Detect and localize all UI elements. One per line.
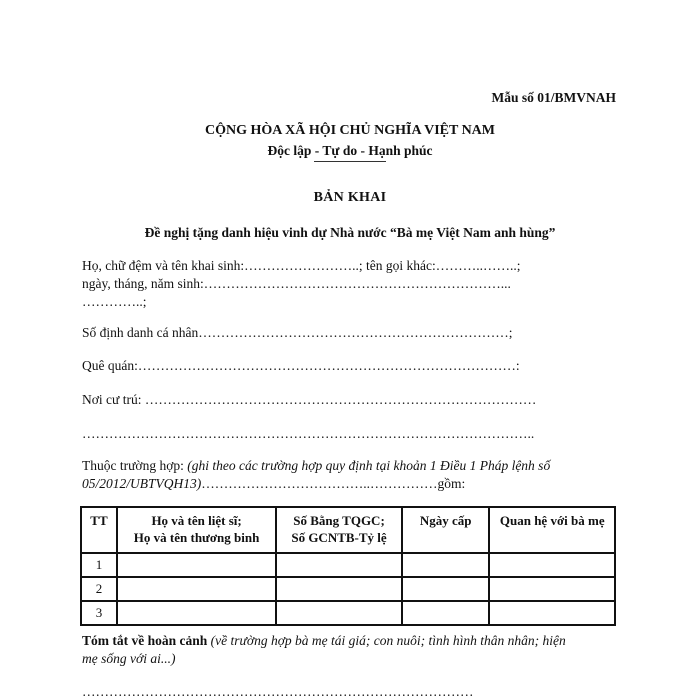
hometown-line: Quê quán:…………………………………………………………………………: (82, 358, 520, 373)
case-law-ref: 05/2012/UBTVQH13) (82, 476, 202, 491)
summary-note: (về trường hợp bà mẹ tái giá; con nuôi; tình hình thân nhân; hiện (207, 633, 566, 648)
case-note: (ghi theo các trường hợp quy định tại khoản 1 Điều 1 Pháp lệnh số (187, 458, 551, 473)
table-row (81, 553, 615, 577)
col-header-name (117, 507, 276, 553)
cell (276, 577, 402, 601)
col-header-name-l2: Họ và tên thương binh (133, 530, 260, 545)
row-number: 3 (81, 601, 117, 625)
col-header-cert-l2: Số GCNTB-Tỷ lệ (291, 530, 387, 545)
cases-table (80, 506, 616, 626)
table-row (81, 577, 615, 601)
table-header-row (81, 507, 615, 553)
table-row (81, 601, 615, 625)
case-line-cont (82, 476, 465, 492)
summary-line (82, 633, 566, 649)
row-number: 2 (81, 577, 117, 601)
cell (402, 601, 490, 625)
summary-label: Tóm tắt về hoàn cảnh (82, 633, 208, 648)
case-suffix: ………………………………..……………gồm: (201, 476, 466, 491)
blank-line: ……………………………………………………………………………………….. (82, 426, 535, 441)
birthdate-line-cont: …………..; (82, 294, 147, 309)
col-header-tt: TT (81, 507, 117, 553)
case-line (82, 458, 550, 474)
name-line: Họ, chữ đệm và tên khai sinh:……………………..; tên gọi khác:………..……..; (82, 258, 521, 273)
birthdate-line: ngày, tháng, năm sinh:…………………………………………………………... (82, 276, 511, 291)
cell (117, 553, 276, 577)
motto: Độc lập - Tự do - Hạnh phúc (267, 143, 433, 158)
cell (402, 577, 490, 601)
row-number: 1 (81, 553, 117, 577)
motto-underline (314, 161, 386, 162)
col-header-relation: Quan hệ với bà mẹ (489, 507, 615, 553)
cell (489, 577, 615, 601)
id-number-line: Số định danh cá nhân……………………………………………………………; (82, 325, 513, 340)
col-header-cert (276, 507, 402, 553)
cell (276, 601, 402, 625)
summary-dots: …………………………………………………………………………… (82, 684, 474, 699)
case-prefix: Thuộc trường hợp: (82, 458, 188, 473)
summary-line-cont: mẹ sống với ai...) (82, 651, 176, 666)
cell (489, 553, 615, 577)
document-title: BẢN KHAI (313, 190, 387, 205)
residence-line: Nơi cư trú: …………………………………………………………………………… (82, 392, 537, 407)
cell (489, 601, 615, 625)
document-subtitle: Đề nghị tặng danh hiệu vinh dự Nhà nước “Bà mẹ Việt Nam anh hùng” (144, 225, 556, 240)
cell (117, 601, 276, 625)
form-code: Mẫu số 01/BMVNAH (491, 90, 616, 105)
republic-heading: CỘNG HÒA XÃ HỘI CHỦ NGHĨA VIỆT NAM (204, 123, 495, 138)
col-header-date: Ngày cấp (402, 507, 490, 553)
col-header-cert-l1: Số Bằng TQGC; (293, 513, 385, 528)
col-header-name-l1: Họ và tên liệt sĩ; (151, 513, 242, 528)
cell (276, 553, 402, 577)
cell (117, 577, 276, 601)
cell (402, 553, 490, 577)
